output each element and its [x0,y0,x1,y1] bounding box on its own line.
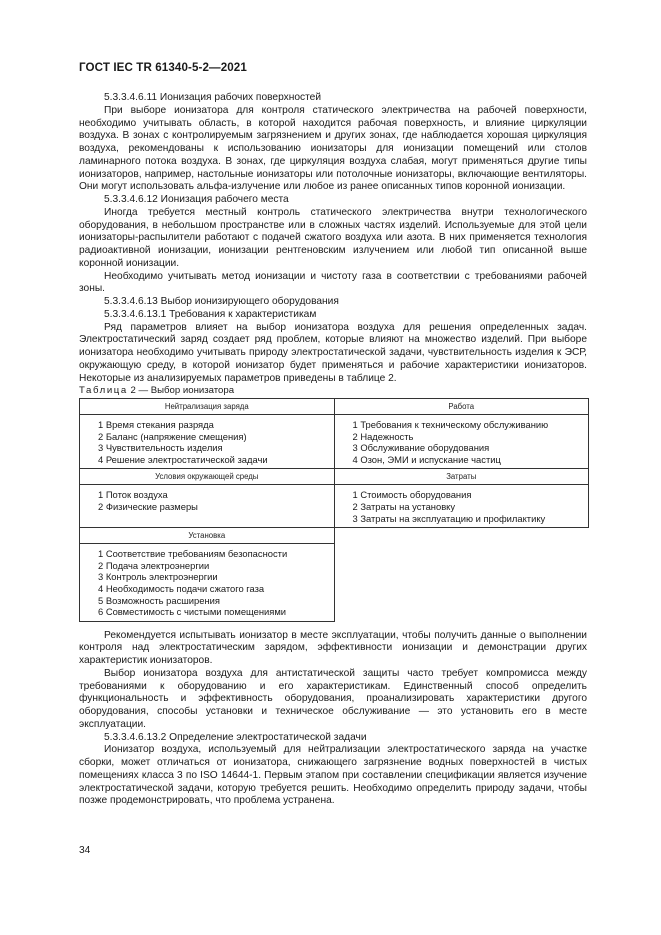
table-empty-cell [334,544,589,622]
table-cell [80,544,335,622]
table-cell [334,485,589,528]
paragraph: Необходимо учитывать метод ионизации и чистоту газа в соответствии с требованиями рабочей зоны. [79,270,587,295]
list-item: 1 Время стекания разряда [98,419,214,430]
ionizer-selection-table [79,398,589,622]
section-heading-5-3-3-4-6-13-1: 5.3.3.4.6.13.1 Требования к характеристикам [104,308,317,320]
document-code-header: ГОСТ IEC TR 61340-5-2—2021 [79,61,247,74]
list-item: 3 Обслуживание оборудования [352,442,490,454]
table-empty-cell [334,528,589,544]
table-caption-prefix: Таблица [79,385,128,397]
section-heading-5-3-3-4-6-13: 5.3.3.4.6.13 Выбор ионизирующего оборудования [104,296,339,307]
list-item: 4 Озон, ЭМИ и испускание частиц [352,453,501,465]
list-item: 6 Совместимость с чистыми помещениями [98,606,287,618]
table-cell [80,415,335,469]
list-item: 2 Физические размеры [98,500,198,512]
section-heading-5-3-3-4-6-11: 5.3.3.4.6.11 Ионизация рабочих поверхностей [104,92,322,103]
list-item: 2 Баланс (напряжение смещения) [98,430,247,442]
list-item: 1 Соответствие требованиям безопасности [98,548,288,560]
table-cell [80,485,335,528]
list-item: 2 Подача электроэнергии [98,559,210,571]
table-caption [79,385,587,398]
table-header-cell: Затраты [334,469,589,485]
table-header-cell: Нейтрализация заряда [80,399,335,415]
list-item: 1 Стоимость оборудования [352,489,472,501]
paragraph: Ряд параметров влияет на выбор ионизатора воздуха для решения определенных задач. Электростатический заряд создает ряд проблем, которые влияют на множество изделий. При выборе ионизатора необходимо учитывать природу электростатической задачи, чувствительность изделия к ЭСР, окружающую среду, в которой ионизатор будет применяться и рабочие характеристики ионизаторов. Некоторые из анализируемых параметров приведены в таблице 2. [79,321,587,384]
table-cell [334,415,589,469]
list-item: 1 Поток воздуха [98,489,168,501]
list-item: 4 Необходимость подачи сжатого газа [98,582,265,594]
section-heading-5-3-3-4-6-12: 5.3.3.4.6.12 Ионизация рабочего места [104,194,289,205]
paragraph: Рекомендуется испытывать ионизатор в месте эксплуатации, чтобы получить данные о выполнении контроля над электростатическим зарядом, эффективности ионизации и демонстрации других характеристик ионизаторов. [79,629,587,667]
paragraph: При выборе ионизатора для контроля статического электричества на рабочей поверхности, необходимо учитывать область, в которой находится рабочая поверхность, и влияние циркуляции воздуха. В зонах с контролируемым загрязнением и других зонах, где наблюдается хорошая циркуляция воздуха, рекомендованы к использованию ионизаторы для ионизации помещений или столов ламинарного потока воздуха. В зонах, где циркуляция воздуха слабая, могут применяться другие типы ионизаторов, например, настольные ионизаторы или потолочные ионизаторы, включающие вентиляторы. Они могут использовать альфа-излучение или любое из ранее описанных типов коронной ионизации. [79,104,587,193]
list-item: 3 Чувствительность изделия [98,442,223,454]
list-item: 1 Требования к техническому обслуживанию [352,419,549,430]
body-text [79,92,587,808]
list-item: 3 Контроль электроэнергии [98,571,218,583]
list-item: 3 Затраты на эксплуатацию и профилактику [352,512,546,524]
list-item: 4 Решение электростатической задачи [98,453,268,465]
paragraph: Иногда требуется местный контроль статического электричества внутри технологического оборудования, в небольшом пространстве или в сложных частях изделий. Используемые для этой цели ионизаторы-распылители работают с подачей сжатого воздуха или азота. В них применяется технология радиоактивной ионизации, ионизации рентгеновским излучением или любой тип описанной выше коронной ионизации. [79,206,587,269]
table-caption-text: 2 — Выбор ионизатора [127,385,235,397]
paragraph: Выбор ионизатора воздуха для антистатической защиты часто требует компромисса между требованиями к оборудованию и его характеристикам. Единственный способ определить функциональность и эффективность оборудования, проанализировать характеристики другого оборудования, способы установки и техническое обслуживание — это установить его в месте эксплуатации. [79,667,587,730]
section-heading-5-3-3-4-6-13-2: 5.3.3.4.6.13.2 Определение электростатической задачи [104,731,367,743]
paragraph: Ионизатор воздуха, используемый для нейтрализации электростатического заряда на участке сборки, может отличаться от ионизатора, снижающего загрязнение водных поверхностей в чистых помещениях класса 3 по ISO 14644-1. Первым этапом при составлении спецификации является изучение электростатической задачи, которую требуется решить. Необходимо определить природу задачи, чтобы позже продемонстрировать, что проблема устранена. [79,744,587,807]
list-item: 5 Возможность расширения [98,594,220,606]
list-item: 2 Затраты на установку [352,500,456,512]
table-header-cell: Установка [80,528,335,544]
page-number: 34 [79,845,91,856]
table-header-cell: Условия окружающей среды [80,469,335,485]
list-item: 2 Надежность [352,430,414,442]
table-header-cell: Работа [334,399,589,415]
